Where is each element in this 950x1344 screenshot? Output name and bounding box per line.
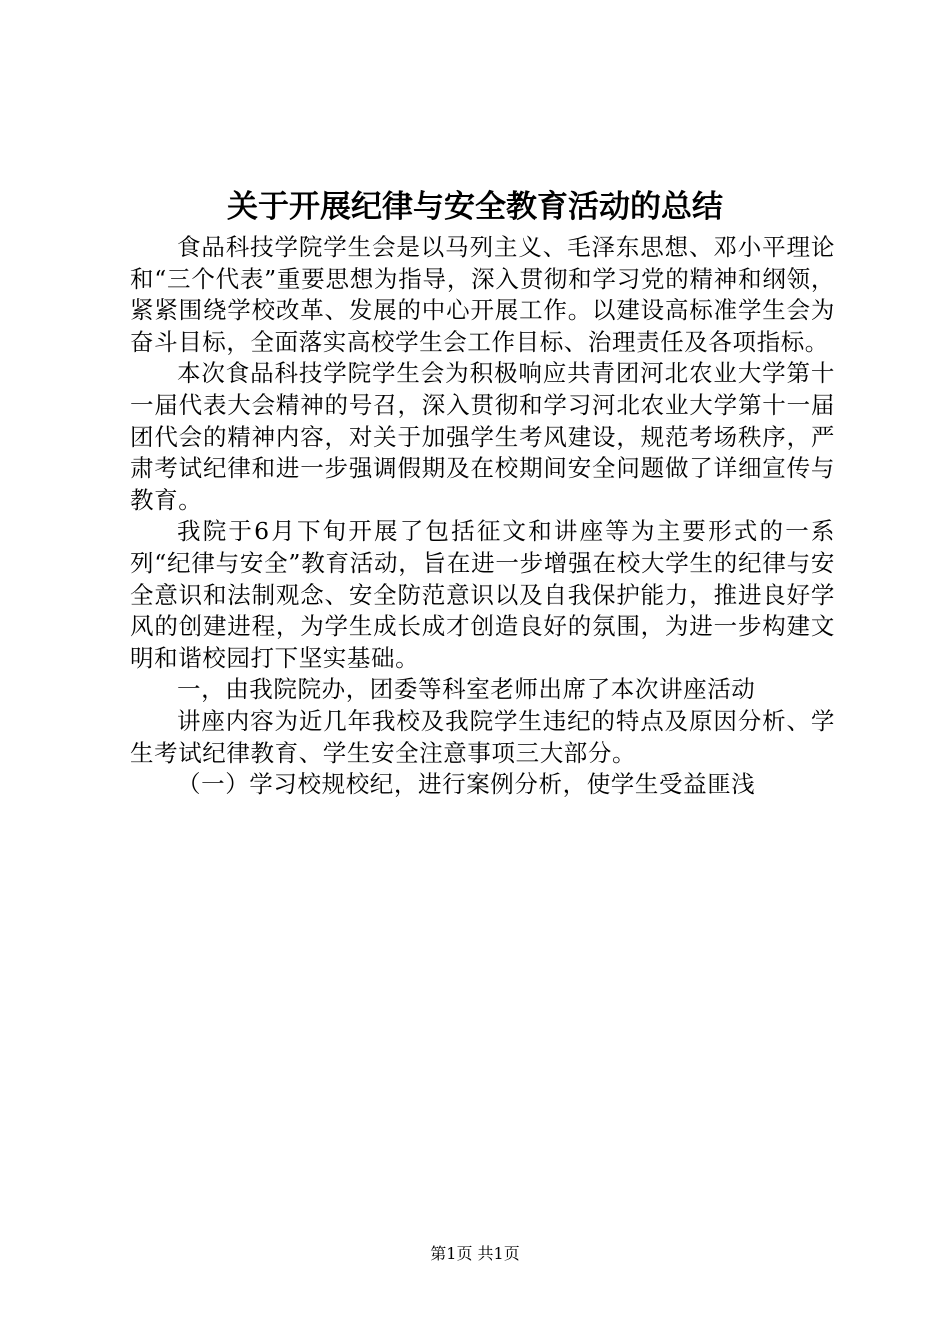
paragraph-1: 食品科技学院学生会是以马列主义、毛泽东思想、邓小平理论和“三个代表”重要思想为指导，深入贯彻和学习党的精神和纲领，紧紧围绕学校改革、发展的中心开展工作。以建设高标准学生会为奋斗目标，全面落实高校学生会工作目标、治理责任及各项指标。 [130,233,835,356]
document-title: 关于开展纪律与安全教育活动的总结 [227,189,723,225]
subsection-heading-1: （一）学习校规校纪，进行案例分析，使学生受益匪浅 [177,770,756,799]
section-heading-1: 一，由我院院办，团委等科室老师出席了本次讲座活动 [177,675,756,704]
paragraph-4: 讲座内容为近几年我校及我院学生违纪的特点及原因分析、学生考试纪律教育、学生安全注意事项三大部分。 [130,706,835,767]
page-number-footer: 第1页 共1页 [430,1244,520,1263]
paragraph-3: 我院于6月下旬开展了包括征文和讲座等为主要形式的一系列“纪律与安全”教育活动，旨在进一步增强在校大学生的纪律与安全意识和法制观念、安全防范意识以及自我保护能力，推进良好学风的创建进程，为学生成长成才创造良好的氛围，为进一步构建文明和谐校园打下坚实基础。 [130,517,835,672]
document-body [130,232,835,801]
paragraph-2: 本次食品科技学院学生会为积极响应共青团河北农业大学第十一届代表大会精神的号召，深入贯彻和学习河北农业大学第十一届团代会的精神内容，对关于加强学生考风建设，规范考场秩序，严肃考试纪律和进一步强调假期及在校期间安全问题做了详细宣传与教育。 [130,359,835,514]
